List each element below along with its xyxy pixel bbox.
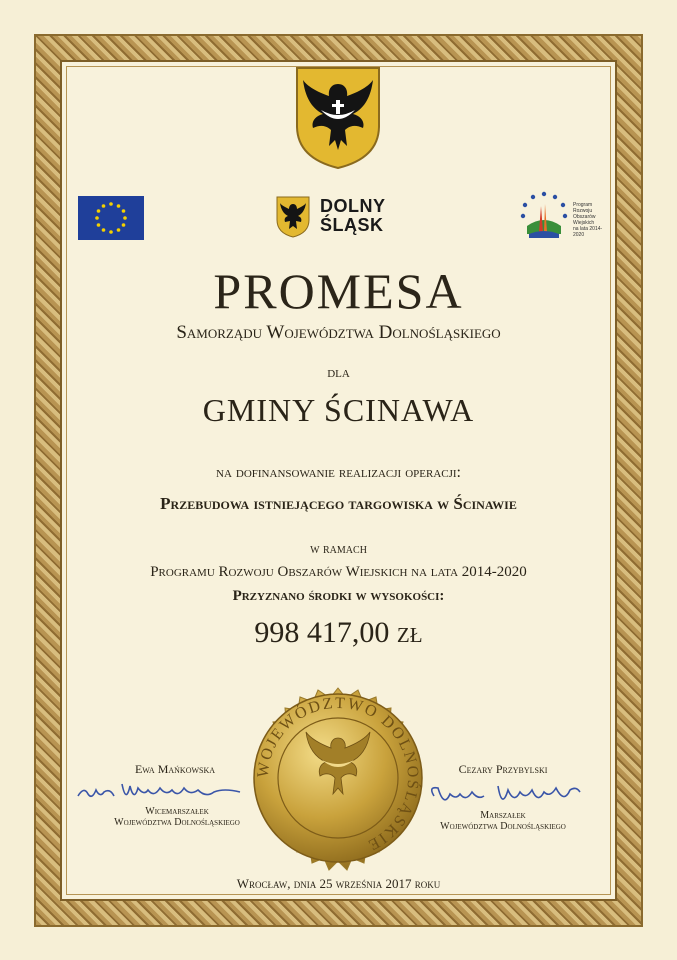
prow-logo-line: Rozwoju	[573, 208, 593, 214]
prow-emblem-icon	[515, 188, 573, 244]
signature-left-icon	[70, 774, 250, 808]
operation-name: Przebudowa istniejącego targowiska w Ścinawie	[160, 494, 517, 513]
signatory-right-name: Cezary Przybylski	[458, 762, 548, 776]
prow-logo-line: na lata 2014-2020	[573, 226, 603, 238]
certificate-title: PROMESA	[213, 263, 464, 319]
prow-program-logo	[515, 188, 607, 244]
framework-label: w ramach	[310, 542, 367, 557]
signatory-left-role: Wicemarszałek	[145, 806, 209, 817]
program-name: Programu Rozwoju Obszarów Wiejskich na lata 2014-2020	[150, 564, 527, 580]
gold-seal-icon	[236, 676, 440, 880]
purpose-label: na dofinansowanie realizacji operacji:	[216, 464, 461, 481]
dolny-slask-logo	[276, 196, 406, 238]
seal-ring-text: WOJEWÓDZTWO DOLNOŚLĄSKIE	[254, 694, 422, 855]
signatory-right-office: Województwa Dolnośląskiego	[440, 821, 566, 832]
region-name-line2: ŚLĄSK	[320, 215, 384, 235]
coat-of-arms-icon	[295, 66, 381, 170]
signatory-left-name: Ewa Mańkowska	[134, 762, 216, 776]
issuer-line: Samorządu Województwa Dolnośląskiego	[176, 322, 501, 343]
eu-flag-icon	[78, 196, 144, 240]
prow-logo-line: Obszarów	[573, 214, 596, 220]
amount-value: 998 417,00 zł	[254, 616, 423, 649]
place-date: Wrocław, dnia 25 września 2017 roku	[236, 876, 441, 891]
signature-right-icon	[420, 778, 590, 814]
prow-logo-line: Wiejskich	[573, 220, 595, 226]
prow-logo-line: Program	[573, 202, 593, 208]
small-coat-of-arms-icon	[276, 196, 310, 238]
funds-label: Przyznano środki w wysokości:	[232, 588, 445, 604]
recipient-name: GMINY ŚCINAWA	[202, 392, 475, 428]
for-label: dla	[327, 365, 350, 381]
signatory-right-role: Marszałek	[480, 810, 526, 821]
signatory-left-office: Województwa Dolnośląskiego	[114, 817, 240, 828]
region-name-line1: DOLNY	[320, 196, 386, 216]
